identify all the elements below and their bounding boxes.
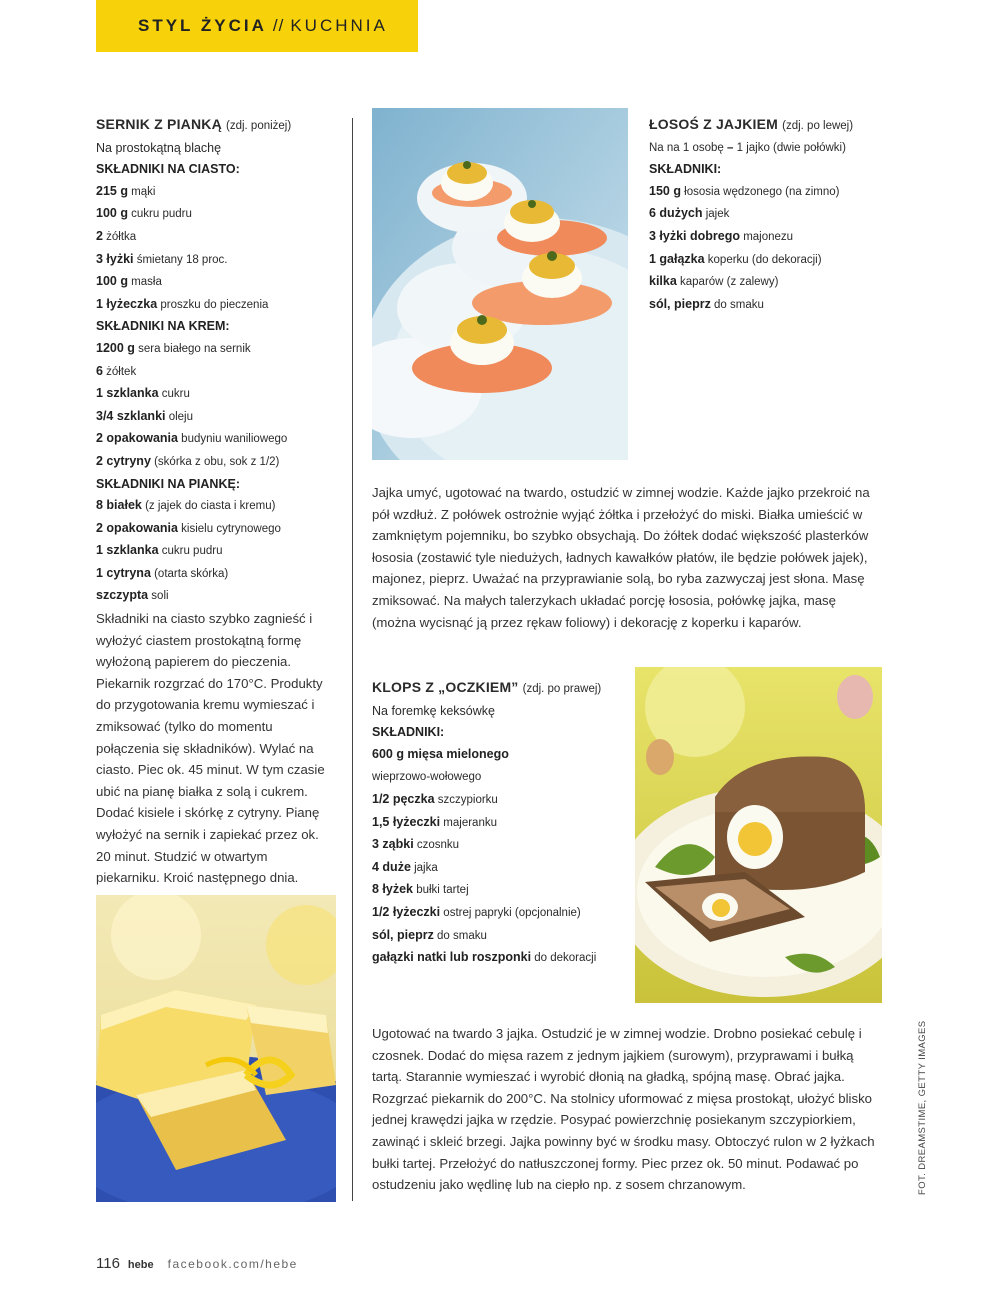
ingredient-item: 1 cytryna (otarta skórka) <box>96 565 229 580</box>
header-separator: // <box>272 16 285 35</box>
page-footer <box>96 1255 298 1272</box>
ingredient-item: 1,5 łyżeczki majeranku <box>372 814 497 829</box>
category-label: KUCHNIA <box>290 16 388 35</box>
sernik-form: Na prostokątną blachę <box>96 140 222 155</box>
ingredient-item: 1200 g sera białego na sernik <box>96 340 251 355</box>
klops-method: Ugotować na twardo 3 jajka. Ostudzić je w zimnej wodzie. Drobno posiekać cebulę i czosnek. Dodać do mięsa razem z jednym jajkiem (surowym), przyprawami i bułką tartą. Starannie wymieszać i wyrobić dłonią na gładką, spójną masę. Obrać jajka. Rozgrzać piekarnik do 200°C. Na stolnicy uformować z mięsa prostokąt, ułożyć blisko jednej krawędzi jajka w rzędzie. Posypać powierzchnię posiekanym szczypiorkiem, zawinąć i skleić brzegi. Jajka powinny być w środku masy. Obtoczyć rulon w 2 łyżkach bułki tartej. Przełożyć do natłuszczonej formy. Piec przez ok. 50 minut. Podawać po ostudzeniu jako wędlinę lub na ciepło np. z sosem chrzanowym. <box>372 1026 875 1193</box>
ingredient-item: kilka kaparów (z zalewy) <box>649 274 779 289</box>
ingredient-item: 3/4 szklanki oleju <box>96 408 193 423</box>
ingredient-item: 100 g masła <box>96 274 162 289</box>
sernik-heading-ciasto: SKŁADNIKI NA CIASTO: <box>96 162 240 177</box>
meatloaf-photo <box>635 667 882 1003</box>
klops-form: Na foremkę keksówkę <box>372 703 495 718</box>
ingredient-item: 1/2 pęczka szczypiorku <box>372 791 498 806</box>
ingredient-item: 3 ząbki czosnku <box>372 837 460 852</box>
klops-photo-note: (zdj. po prawej) <box>522 683 602 695</box>
ingredient-item: 600 g mięsa mielonego <box>372 746 509 761</box>
sernik-krem-list <box>96 338 346 474</box>
klops-ingredients-list <box>372 744 627 970</box>
ingredient-item: 2 opakowania kisielu cytrynowego <box>96 520 281 535</box>
ingredient-item: 150 g łososia wędzonego (na zimno) <box>649 183 840 198</box>
ingredient-item: 100 g cukru pudru <box>96 206 192 221</box>
ingredient-item: 1 gałązka koperku (do dekoracji) <box>649 251 822 266</box>
ingredient-item: wieprzowo-wołowego <box>372 771 482 784</box>
photo-credit: FOT. DREAMSTIME, GETTY IMAGES <box>917 1020 928 1195</box>
ingredient-item: 6 dużych jajek <box>649 206 730 221</box>
ingredient-item: 1/2 łyżeczki ostrej papryki (opcjonalnie) <box>372 904 581 919</box>
column-divider <box>352 118 353 1201</box>
losos-heading-skladniki: SKŁADNIKI: <box>649 162 722 177</box>
losos-recipe <box>649 114 899 316</box>
ingredient-item: 2 opakowania budyniu waniliowego <box>96 431 288 446</box>
magazine-brand: hebe <box>127 1259 154 1271</box>
ingredient-item: szczypta soli <box>96 588 169 603</box>
facebook-link[interactable]: facebook.com/hebe <box>167 1257 298 1271</box>
ingredient-item: 3 łyżki śmietany 18 proc. <box>96 251 228 266</box>
cheesecake-photo <box>96 895 336 1202</box>
ingredient-item: 8 białek (z jajek do ciasta i kremu) <box>96 498 276 513</box>
sernik-method: Składniki na ciasto szybko zagnieść i wyłożyć ciastem prostokątną formę wyłożoną papierem do pieczenia. Piekarnik rozgrzać do 170°C. Produkty do przygotowania kremu wymieszać i zmiksować (tylko do momentu połączenia się składników). Wylać na ciasto. Piec ok. 45 minut. W tym czasie ubić na pianę białka z solą i cukrem. Dodać kisiele i skórkę z cytryny. Pianę wyłożyć na sernik i zapiekać przez ok. 20 minut. Studzić w otwartym piekarniku. Kroić następnego dnia. <box>96 611 325 886</box>
losos-ingredients-list <box>649 181 899 317</box>
ingredient-item: 1 łyżeczka proszku do pieczenia <box>96 296 269 311</box>
ingredient-item: 6 żółtek <box>96 363 137 378</box>
ingredient-item: 215 g mąki <box>96 183 156 198</box>
ingredient-item: 8 łyżek bułki tartej <box>372 882 469 897</box>
section-header <box>96 0 418 52</box>
sernik-title: SERNIK Z PIANKĄ (zdj. poniżej) <box>96 116 292 132</box>
klops-recipe <box>372 677 627 970</box>
ingredient-item: gałązki natki lub roszponki do dekoracji <box>372 950 597 965</box>
sernik-heading-krem: SKŁADNIKI NA KREM: <box>96 319 230 334</box>
losos-photo-note: (zdj. po lewej) <box>782 120 854 132</box>
ingredient-item: 4 duże jajka <box>372 859 438 874</box>
losos-form: Na na 1 osobę – 1 jajko (dwie połówki) <box>649 141 846 154</box>
section-label: STYL ŻYCIA <box>138 16 267 35</box>
losos-title: ŁOSOŚ Z JAJKIEM (zdj. po lewej) <box>649 116 854 132</box>
salmon-egg-photo <box>372 108 628 460</box>
sernik-pianka-list <box>96 495 346 608</box>
page-number: 116 <box>96 1255 120 1272</box>
sernik-heading-pianka: SKŁADNIKI NA PIANKĘ: <box>96 476 240 491</box>
ingredient-item: 2 cytryny (skórka z obu, sok z 1/2) <box>96 453 280 468</box>
klops-heading-skladniki: SKŁADNIKI: <box>372 725 445 740</box>
sernik-ciasto-list <box>96 181 346 317</box>
sernik-recipe <box>96 114 346 889</box>
ingredient-item: 1 szklanka cukru <box>96 386 190 401</box>
klops-title: KLOPS Z „OCZKIEM” (zdj. po prawej) <box>372 679 602 695</box>
ingredient-item: sól, pieprz do smaku <box>372 927 487 942</box>
ingredient-item: 1 szklanka cukru pudru <box>96 543 223 558</box>
ingredient-item: 3 łyżki dobrego majonezu <box>649 228 794 243</box>
ingredient-item: 2 żółtka <box>96 228 137 243</box>
losos-method: Jajka umyć, ugotować na twardo, ostudzić w zimnej wodzie. Każde jajko przekroić na pół wzdłuż. Z połówek ostrożnie wyjąć żółtka i przełożyć do miski. Białka umieścić w zamkniętym pojemniku, bo szybko obsychają. Do żółtek dodać większość plasterków łososia (zostawić tyle niedużych, ładnych kawałków płatów, ile będzie połówek jajek), majonez, pieprz. Uważać na przyprawianie solą, bo ryba zazwyczaj jest słona. Masę zmiksować. Na małych talerzykach układać porcję łososia, połówkę jajka, masę (można wycisnąć ją przez rękaw foliowy) i dekorację z koperku i kaparów. <box>372 485 870 630</box>
ingredient-item: sól, pieprz do smaku <box>649 296 764 311</box>
sernik-photo-note: (zdj. poniżej) <box>226 120 292 132</box>
